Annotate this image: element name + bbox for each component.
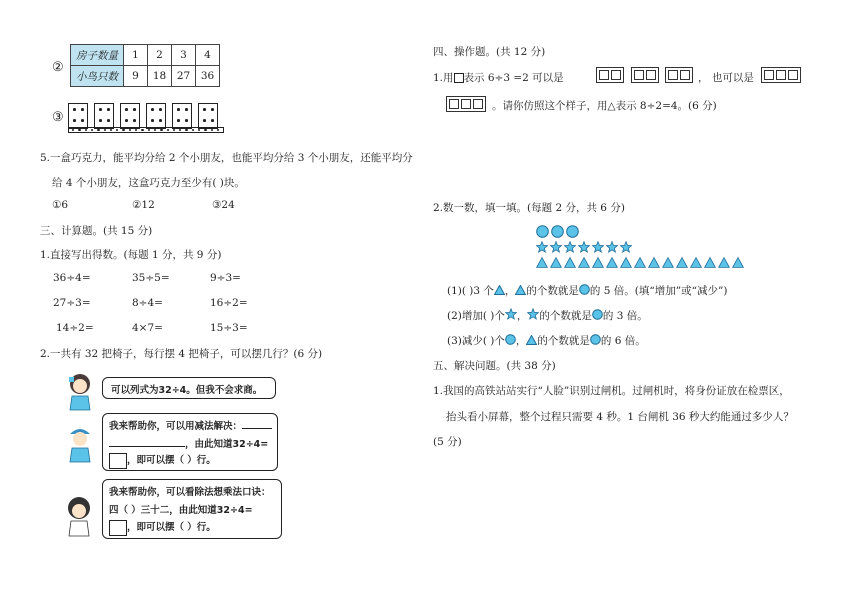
bubble-text: 四（ ）三十二，由此知道32÷4= (109, 505, 253, 516)
calc-title: 1.直接写出得数。(每题 1 分，共 9 分) (40, 249, 222, 261)
sub-text: ， (515, 335, 527, 347)
bubble-line (109, 436, 268, 450)
q2-marker: ② (52, 60, 64, 75)
triangle-icon (676, 257, 688, 268)
domino-box (198, 103, 218, 129)
table-cell: 27 (172, 66, 196, 87)
triangle-icon (592, 257, 604, 268)
square-symbol (454, 73, 464, 83)
table-row-label: 小鸟只数 (71, 66, 124, 87)
domino-box (146, 103, 166, 129)
square-group-d (761, 67, 801, 83)
star-icon (564, 241, 576, 253)
boy-avatar (66, 424, 94, 464)
bubble-line (109, 418, 272, 432)
calc-item: 16÷2= (210, 297, 248, 309)
triangle-icon (732, 257, 744, 268)
problem1-line3: (5 分) (433, 436, 462, 448)
q2-chairs-text: 2.一共有 32 把椅子，每行摆 4 把椅子，可以摆几行？(6 分) (40, 348, 323, 360)
q5-line1: 5.一盒巧克力，能平均分给 2 个小朋友，也能平均分给 3 个小朋友，还能平均分 (40, 152, 413, 164)
girl-avatar-2 (64, 496, 94, 538)
triangle-row (536, 257, 744, 268)
circle-icon (579, 284, 590, 295)
table-cell: 2 (148, 45, 172, 66)
section3-title: 三、计算题。(共 15 分) (40, 225, 153, 237)
star-icon (550, 241, 562, 253)
circle-icon (505, 334, 516, 345)
problem1-line2: 抬头看小屏幕，整个过程只需要 4 秒。1 台闸机 36 秒大约能通过多少人？ (446, 411, 794, 423)
sub-text: 的 5 倍。(填“增加”或“减少”) (589, 285, 728, 297)
sub-text: (2)增加( )个 (447, 310, 505, 322)
table-row (71, 45, 220, 66)
sub-text: 的个数就是 (526, 285, 579, 297)
table-row (71, 66, 220, 87)
domino-box (68, 103, 88, 129)
girl-avatar (66, 372, 94, 412)
bubble-text: 我来帮助你，可以看除法想乘法口诀： (109, 487, 271, 498)
table-cell: 18 (148, 66, 172, 87)
triangle-icon (578, 257, 590, 268)
problem1-line1: 1.我国的高铁站站实行“人脸”识别过闸机。过闸机时，将身份证放在检票区， (433, 385, 790, 397)
circle-icon (566, 225, 579, 238)
q5-option-1: ①6 (52, 199, 69, 211)
triangle-icon (606, 257, 618, 268)
calc-item: 14÷2= (56, 322, 94, 334)
bubble-line (109, 452, 216, 469)
triangle-icon (515, 285, 526, 295)
count-sub-2 (447, 308, 648, 323)
triangle-icon (620, 257, 632, 268)
calc-item: 27÷3= (53, 297, 91, 309)
triangle-icon (536, 257, 548, 268)
answer-blank[interactable] (109, 446, 185, 447)
circle-icon (551, 225, 564, 238)
square-group-a (596, 67, 624, 83)
table-cell: 4 (196, 45, 220, 66)
bubble-text: ，即可以摆（ ）行。 (127, 522, 216, 533)
star-icon (578, 241, 590, 253)
q3-marker: ③ (52, 110, 64, 125)
star-icon (606, 241, 618, 253)
sub-text: (1)( )3 个 (447, 285, 494, 297)
triangle-icon (718, 257, 730, 268)
count-sub-3 (447, 333, 646, 348)
star-icon (505, 308, 517, 320)
domino-box (172, 103, 192, 129)
triangle-icon (662, 257, 674, 268)
triangle-icon (494, 285, 505, 295)
op1-text-2: ， 也可以是 (698, 72, 754, 84)
star-icon (536, 241, 548, 253)
calc-item: 35÷5= (132, 272, 170, 284)
circle-row (536, 225, 579, 238)
calc-item: 9÷3= (210, 272, 241, 284)
speech-bubble-1 (102, 377, 276, 399)
q5-option-3: ③24 (212, 199, 235, 211)
answer-box[interactable] (109, 453, 127, 469)
calc-item: 36÷4= (53, 272, 91, 284)
op1-text: 表示 6÷3 =2 可以是 (463, 72, 564, 84)
bubble-text: 我来帮助你，可以用减法解决： (109, 421, 243, 432)
star-icon (592, 241, 604, 253)
circle-icon (536, 225, 549, 238)
sub-text: (3)减少( )个 (447, 335, 505, 347)
triangle-icon (690, 257, 702, 268)
count-title: 2.数一数，填一填。(每题 2 分，共 6 分) (433, 202, 625, 214)
table-cell: 1 (124, 45, 148, 66)
sub-text: 的个数就是 (537, 335, 590, 347)
bubble-text: ，即可以摆（ ）行。 (127, 455, 216, 466)
section5-title: 五、解决问题。(共 38 分) (433, 360, 556, 372)
answer-blank[interactable] (242, 428, 272, 429)
speech-bubble-2 (102, 413, 278, 471)
count-sub-1 (447, 283, 727, 298)
q5-line2: 给 4 个小朋友，这盒巧克力至少有( )块。 (52, 177, 245, 189)
star-icon (620, 241, 632, 253)
op1-text: 1.用 (433, 72, 454, 84)
sub-text: 的 6 倍。 (600, 335, 646, 347)
bubble-text: ，由此知道32÷4= (185, 439, 269, 450)
sub-text: ， (504, 285, 516, 297)
q5-option-2: ②12 (132, 199, 155, 211)
table-cell: 36 (196, 66, 220, 87)
section4-title: 四、操作题。(共 12 分) (433, 46, 546, 58)
triangle-icon (704, 257, 716, 268)
calc-item: 8÷4= (132, 297, 163, 309)
square-group-c (665, 67, 693, 83)
sub-text: ， (516, 310, 528, 322)
triangle-icon (634, 257, 646, 268)
houses-birds-table (70, 44, 220, 87)
speech-bubble-3 (102, 479, 282, 539)
bubble-text: 可以列式为32÷4。但我不会求商。 (111, 385, 263, 396)
sub-text: 的个数就是 (539, 310, 592, 322)
calc-item: 4×7= (132, 322, 163, 334)
op1-line2: 。请你仿照这个样子，用△表示 8÷2=4。(6 分) (492, 100, 717, 112)
domino-box (94, 103, 114, 129)
answer-box[interactable] (109, 520, 127, 536)
triangle-icon (564, 257, 576, 268)
triangle-icon (526, 335, 537, 345)
square-group-b (631, 67, 659, 83)
sub-text: 的 3 倍。 (602, 310, 648, 322)
circle-icon (590, 334, 601, 345)
bubble-line (109, 519, 216, 536)
table-row-label: 房子数量 (71, 45, 124, 66)
calc-item: 15÷3= (210, 322, 248, 334)
table-cell: 9 (124, 66, 148, 87)
domino-box (120, 103, 140, 129)
dot-strip (68, 127, 224, 133)
star-icon (527, 308, 539, 320)
table-cell: 3 (172, 45, 196, 66)
triangle-icon (550, 257, 562, 268)
op1-line1 (433, 70, 564, 85)
circle-icon (592, 309, 603, 320)
triangle-icon (648, 257, 660, 268)
square-group-e (446, 96, 486, 112)
star-row (536, 241, 632, 253)
